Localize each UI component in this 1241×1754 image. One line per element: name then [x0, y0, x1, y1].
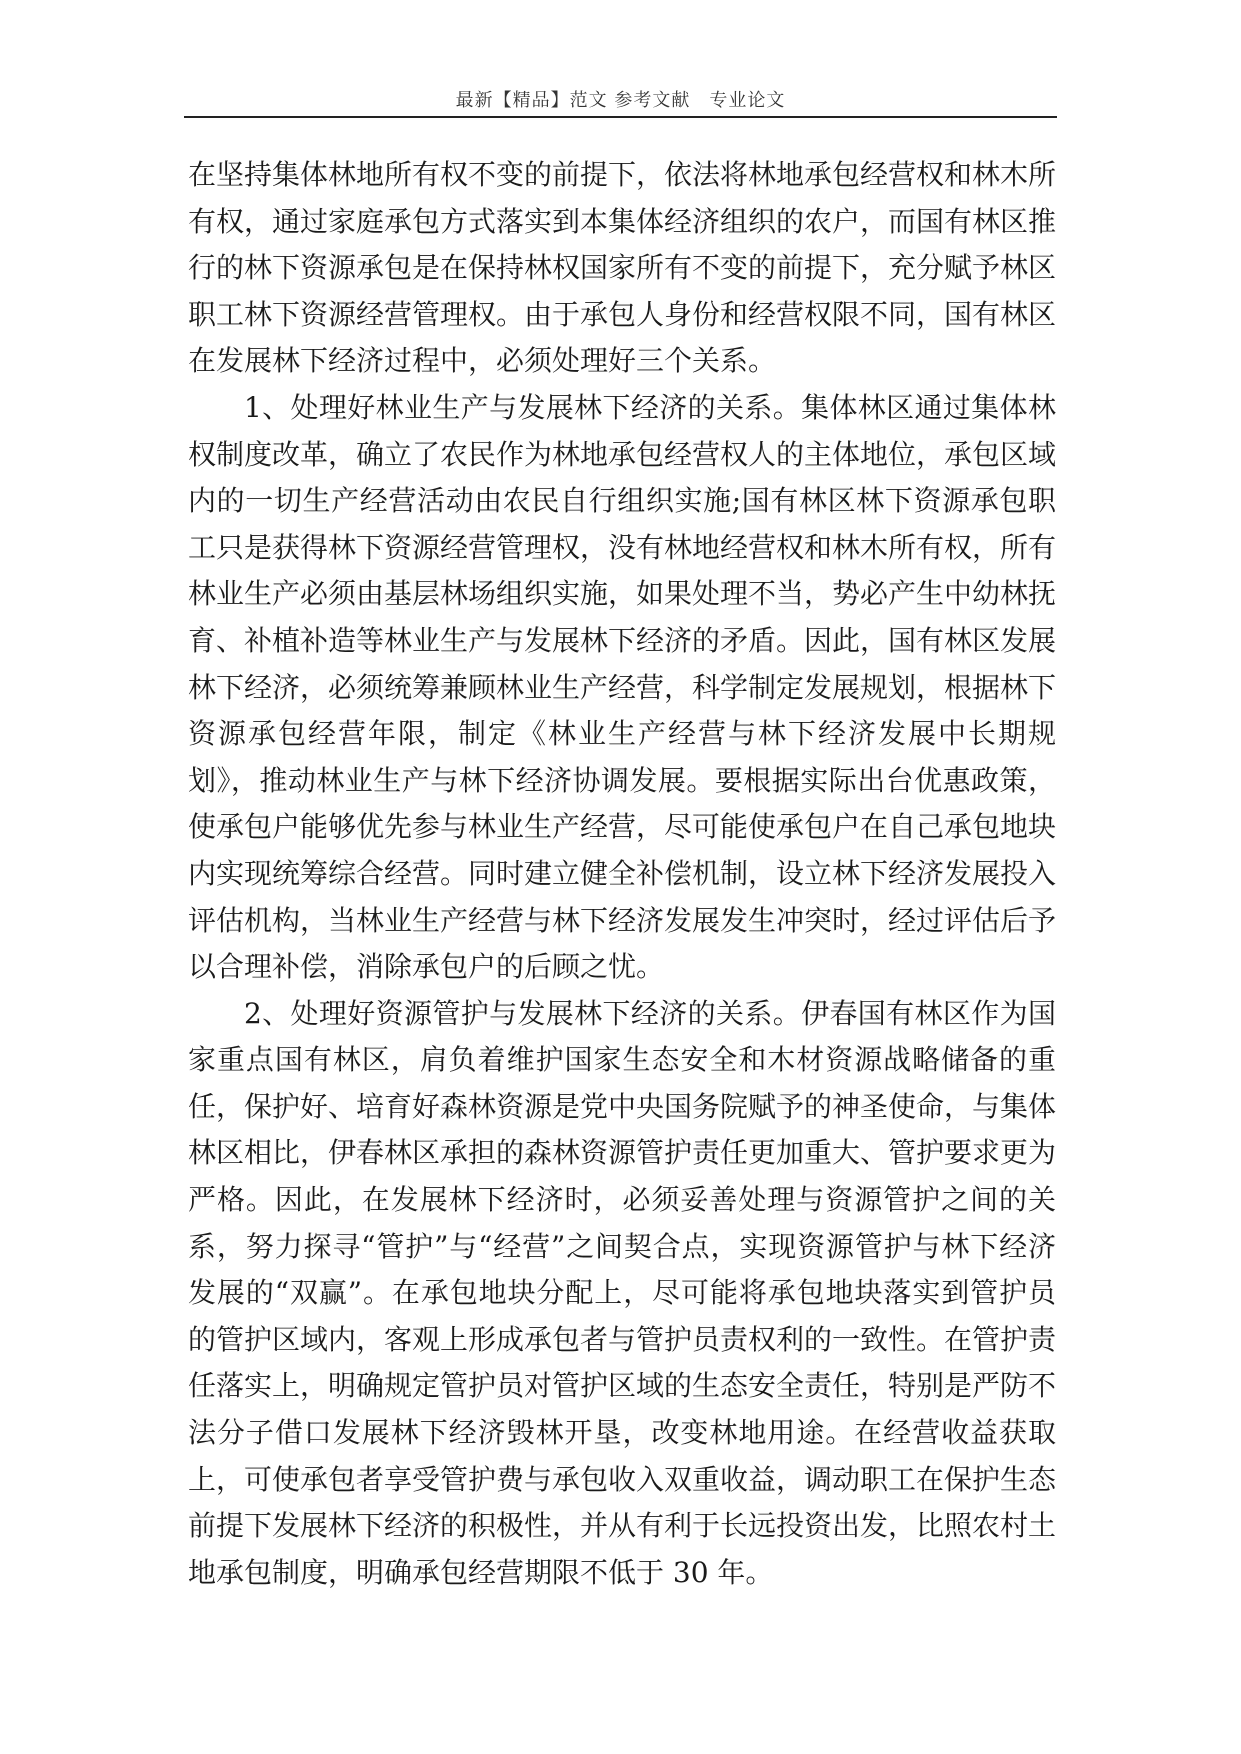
page-header: 最新【精品】范文 参考文献 专业论文	[455, 90, 786, 111]
document-body	[188, 152, 1056, 1596]
header-rule	[184, 116, 1057, 118]
paragraph-forestry-production: 1、处理好林业生产与发展林下经济的关系。集体林区通过集体林权制度改革，确立了农民作为林地承包经营权人的主体地位，承包区域内的一切生产经营活动由农民自行组织实施;国有林区林下资源承包职工只是获得林下资源经营管理权，没有林地经营权和林木所有权，所有林业生产必须由基层林场组织实施，如果处理不当，势必产生中幼林抚育、补植补造等林业生产与发展林下经济的矛盾。因此，国有林区发展林下经济，必须统筹兼顾林业生产经营，科学制定发展规划，根据林下资源承包经营年限，制定《林业生产经营与林下经济发展中长期规划》，推动林业生产与林下经济协调发展。要根据实际出台优惠政策，使承包户能够优先参与林业生产经营，尽可能使承包户在自己承包地块内实现统筹综合经营。同时建立健全补偿机制，设立林下经济发展投入评估机构，当林业生产经营与林下经济发展发生冲突时，经过评估后予以合理补偿，消除承包户的后顾之忧。	[188, 390, 1057, 984]
paragraph-intro: 在坚持集体林地所有权不变的前提下，依法将林地承包经营权和林木所有权，通过家庭承包方式落实到本集体经济组织的农户，而国有林区推行的林下资源承包是在保持林权国家所有不变的前提下，充分赋予林区职工林下资源经营管理权。由于承包人身份和经营权限不同，国有林区在发展林下经济过程中，必须处理好三个关系。	[188, 158, 1057, 378]
paragraph-resource-protection: 2、处理好资源管护与发展林下经济的关系。伊春国有林区作为国家重点国有林区，肩负着维护国家生态安全和木材资源战略储备的重任，保护好、培育好森林资源是党中央国务院赋予的神圣使命，与集体林区相比，伊春林区承担的森林资源管护责任更加重大、管护要求更为严格。因此，在发展林下经济时，必须妥善处理与资源管护之间的关系，努力探寻“管护”与“经营”之间契合点，实现资源管护与林下经济发展的“双赢”。在承包地块分配上，尽可能将承包地块落实到管护员的管护区域内，客观上形成承包者与管护员责权利的一致性。在管护责任落实上，明确规定管护员对管护区域的生态安全责任，特别是严防不法分子借口发展林下经济毁林开垦，改变林地用途。在经营收益获取上，可使承包者享受管护费与承包收入双重收益，调动职工在保护生态前提下发展林下经济的积极性，并从有利于长远投资出发，比照农村土地承包制度，明确承包经营期限不低于 30 年。	[188, 996, 1057, 1589]
